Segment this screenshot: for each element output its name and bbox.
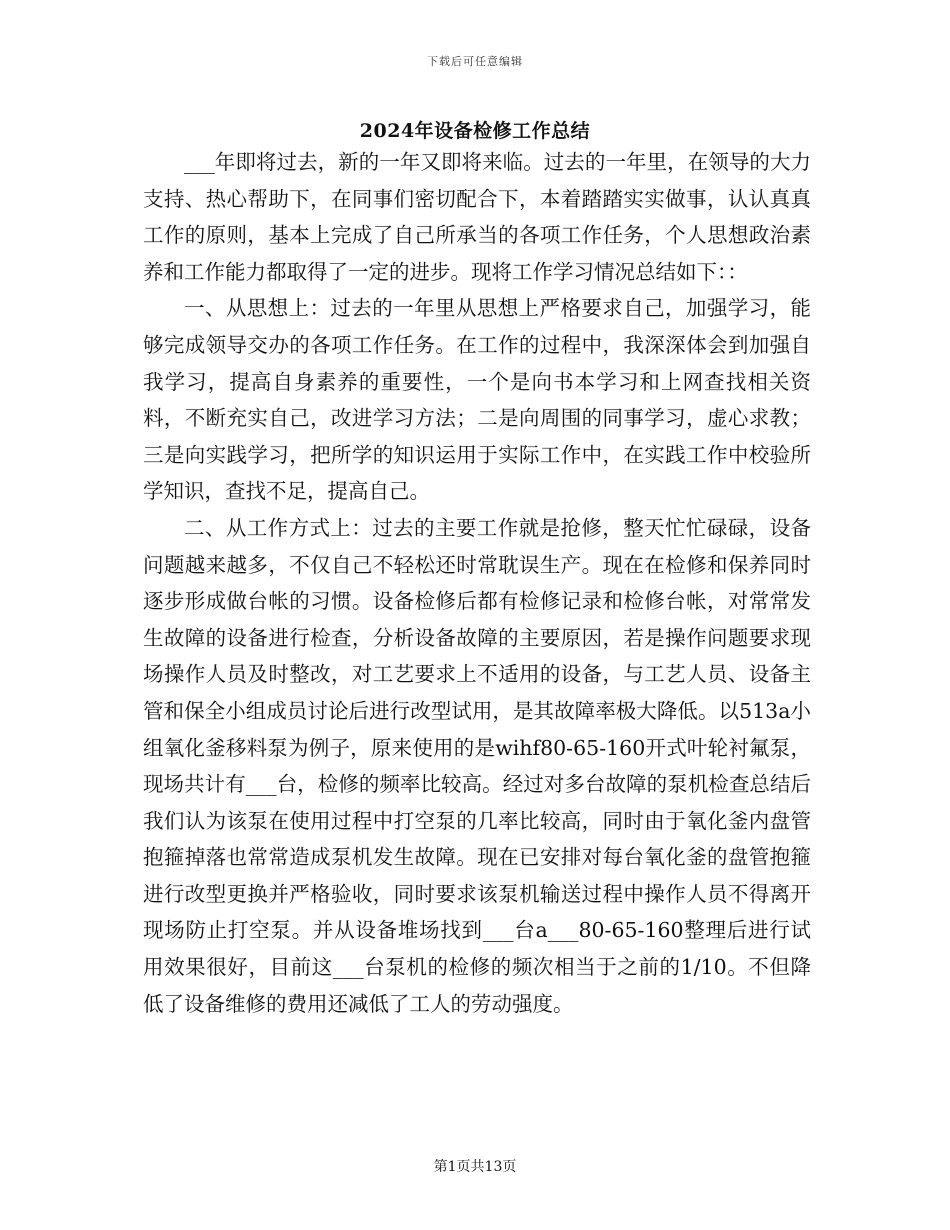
paragraph-intro: ___年即将过去，新的一年又即将来临。过去的一年里，在领导的大力支持、热心帮助下，在同事们密切配合下，本着踏踏实实做事，认认真真工作的原则，基本上完成了自己所承当的各项工作任务，个人思想政治素养和工作能力都取得了一定的进步。现将工作学习情况总结如下：：: [143, 150, 811, 284]
document-title: 2024年设备检修工作总结: [359, 120, 591, 142]
document-body: [143, 144, 811, 1022]
page-header: 下载后可任意编辑: [427, 55, 523, 68]
page-footer: 第1页共13页: [433, 1159, 517, 1175]
paragraph-work-method: 二、从工作方式上：过去的主要工作就是抢修，整天忙忙碌碌，设备问题越来越多，不仅自己不轻松还时常耽误生产。现在在检修和保养同时逐步形成做台帐的习惯。设备检修后都有检修记录和检修台帐，对常常发生故障的设备进行检查，分析设备故障的主要原因，若是操作问题要求现场操作人员及时整改，对工艺要求上不适用的设备，与工艺人员、设备主管和保全小组成员讨论后进行改型试用，是其故障率极大降低。以513a小组氧化釜移料泵为例子，原来使用的是wihf80-65-160开式叶轮衬氟泵，现场共计有___台，检修的频率比较高。经过对多台故障的泵机检查总结后我们认为该泵在使用过程中打空泵的几率比较高，同时由于氧化釜内盘管抱箍掉落也常常造成泵机发生故障。现在已安排对每台氧化釜的盘管抱箍进行改型更换并严格验收，同时要求该泵机输送过程中操作人员不得离开现场防止打空泵。并从设备堆场找到___台a___80-65-160整理后进行试用效果很好，目前这___台泵机的检修的频次相当于之前的1/10。不但降低了设备维修的费用还减低了工人的劳动强度。: [143, 515, 811, 1016]
paragraph-thinking: 一、从思想上：过去的一年里从思想上严格要求自己，加强学习，能够完成领导交办的各项工作任务。在工作的过程中，我深深体会到加强自我学习，提高自身素养的重要性，一个是向书本学习和上网查找相关资料，不断充实自己，改进学习方法；二是向周围的同事学习，虚心求教；三是向实践学习，把所学的知识运用于实际工作中，在实践工作中校验所学知识，查找不足，提高自己。: [143, 296, 811, 504]
